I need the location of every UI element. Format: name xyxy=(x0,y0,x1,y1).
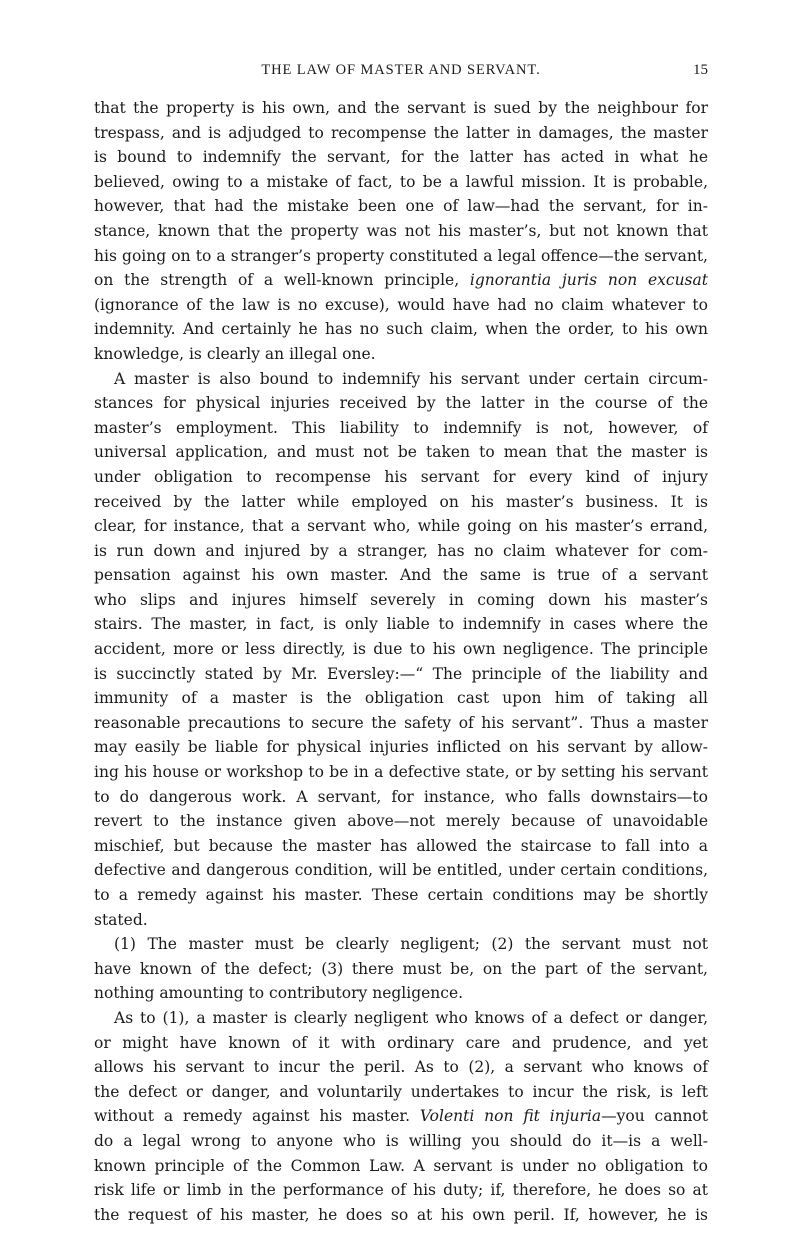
text-segment: known principle of the Common Law. A servant is under no obligation to xyxy=(94,1156,708,1175)
text-segment: defective and dangerous condition, will be entitled, under certain conditions, xyxy=(94,861,708,880)
text-line xyxy=(94,686,708,711)
text-line xyxy=(94,612,708,637)
italic-phrase: ignorantia juris non excusat xyxy=(469,271,708,290)
text-line xyxy=(94,1129,708,1154)
text-segment: is succinctly stated by Mr. Eversley:—“ The principle of the liability and xyxy=(94,664,708,683)
text-segment: the request of his master, he does so at his own peril. If, however, he is xyxy=(94,1205,708,1224)
italic-phrase: Volenti non fit injuria xyxy=(419,1107,602,1126)
text-segment: who slips and injures himself severely in coming down his master’s xyxy=(94,590,708,609)
text-segment: indemnity. And certainly he has no such claim, when the order, to his own xyxy=(94,320,708,339)
text-line xyxy=(94,145,708,170)
text-line xyxy=(94,440,708,465)
text-line xyxy=(94,121,708,146)
text-segment: or might have known of it with ordinary care and prudence, and yet xyxy=(94,1033,708,1052)
text-segment: ing his house or workshop to be in a defective state, or by setting his servant xyxy=(94,763,708,782)
text-segment: believed, owing to a mistake of fact, to be a lawful mission. It is probable, xyxy=(94,172,708,191)
text-segment: stated. xyxy=(94,910,148,929)
text-line xyxy=(94,908,708,933)
text-segment: nothing amounting to contributory negligence. xyxy=(94,984,464,1003)
text-line xyxy=(94,760,708,785)
text-segment: his going on to a stranger’s property constituted a legal offence—the servant, xyxy=(94,246,708,265)
text-segment: mischief, but because the master has allowed the staircase to fall into a xyxy=(94,836,708,855)
text-line xyxy=(94,563,708,588)
text-line xyxy=(94,809,708,834)
text-segment: (1) The master must be clearly negligent; (2) the servant must not xyxy=(114,935,708,954)
text-segment: —you cannot xyxy=(601,1107,708,1126)
text-line xyxy=(94,514,708,539)
text-line xyxy=(94,588,708,613)
text-line xyxy=(94,735,708,760)
text-line xyxy=(94,1031,708,1056)
text-line xyxy=(94,711,708,736)
text-line xyxy=(94,1178,708,1203)
text-segment: have known of the defect; (3) there must be, on the part of the servant, xyxy=(94,959,708,978)
text-segment: (ignorance of the law is no excuse), would have had no claim whatever to xyxy=(94,295,708,314)
text-segment: under obligation to recompense his servant for every kind of injury xyxy=(94,467,708,486)
text-line xyxy=(94,932,708,957)
text-line xyxy=(94,785,708,810)
text-segment: is run down and injured by a stranger, has no claim whatever for com- xyxy=(94,541,708,560)
text-line xyxy=(94,1006,708,1031)
text-segment: to a remedy against his master. These certain conditions may be shortly xyxy=(94,886,708,904)
text-line xyxy=(94,244,708,269)
text-segment: may easily be liable for physical injuries inflicted on his servant by allow- xyxy=(94,738,708,757)
text-line xyxy=(94,317,708,342)
text-line xyxy=(94,96,708,121)
text-line xyxy=(94,293,708,318)
text-segment: immunity of a master is the obligation cast upon him of taking all xyxy=(94,689,708,708)
body-text xyxy=(94,96,708,1227)
text-line xyxy=(94,490,708,515)
text-segment: accident, more or less directly, is due to his own negligence. The principle xyxy=(94,640,708,659)
text-segment: revert to the instance given above—not merely because of unavoidable xyxy=(94,812,708,831)
text-segment: is bound to indemnify the servant, for the latter has acted in what he xyxy=(94,148,708,167)
text-line xyxy=(94,342,708,367)
text-line xyxy=(94,1154,708,1179)
text-line xyxy=(94,834,708,859)
text-line xyxy=(94,1203,708,1228)
text-line xyxy=(94,539,708,564)
text-line xyxy=(94,219,708,244)
text-segment: on the strength of a well-known principle, xyxy=(94,271,470,290)
text-segment: trespass, and is adjudged to recompense the latter in damages, the master xyxy=(94,123,708,142)
text-segment: universal application, and must not be taken to mean that the master is xyxy=(94,443,708,462)
text-line xyxy=(94,1080,708,1105)
text-segment: pensation against his own master. And the same is true of a servant xyxy=(94,566,708,585)
text-segment: that the property is his own, and the servant is sued by the neighbour for xyxy=(94,99,708,117)
text-line xyxy=(94,367,708,392)
text-line xyxy=(94,957,708,982)
text-line xyxy=(94,465,708,490)
text-line xyxy=(94,170,708,195)
text-line xyxy=(94,268,708,293)
text-segment: stance, known that the property was not his master’s, but not known that xyxy=(94,221,708,240)
text-line xyxy=(94,637,708,662)
running-head xyxy=(94,62,708,84)
text-segment: do a legal wrong to anyone who is willing you should do it—is a well- xyxy=(94,1131,708,1150)
text-line xyxy=(94,416,708,441)
text-line xyxy=(94,662,708,687)
text-line xyxy=(94,391,708,416)
text-segment: stairs. The master, in fact, is only liable to indemnify in cases where the xyxy=(94,615,708,634)
text-line xyxy=(94,858,708,883)
text-segment: A master is also bound to indemnify his servant under certain circum- xyxy=(114,369,708,388)
text-segment: As to (1), a master is clearly negligent who knows of a defect or danger, xyxy=(114,1008,708,1027)
text-segment: allows his servant to incur the peril. As to (2), a servant who knows of xyxy=(94,1058,708,1077)
text-line xyxy=(94,194,708,219)
text-segment: to do dangerous work. A servant, for instance, who falls downstairs—to xyxy=(94,787,708,806)
text-segment: stances for physical injuries received by the latter in the course of the xyxy=(94,394,708,413)
text-segment: risk life or limb in the performance of his duty; if, therefore, he does so at xyxy=(94,1181,708,1200)
text-segment: clear, for instance, that a servant who, while going on his master’s errand, xyxy=(94,517,708,536)
text-line xyxy=(94,981,708,1006)
text-segment: master’s employment. This liability to indemnify is not, however, of xyxy=(94,418,708,437)
text-segment: without a remedy against his master. xyxy=(94,1107,420,1126)
running-title: THE LAW OF MASTER AND SERVANT. xyxy=(261,62,541,78)
text-segment: reasonable precautions to secure the safety of his servant”. Thus a master xyxy=(94,713,708,732)
text-line xyxy=(94,1055,708,1080)
text-segment: received by the latter while employed on his master’s business. It is xyxy=(94,492,708,511)
text-line xyxy=(94,1104,708,1129)
page-number: 15 xyxy=(693,62,708,78)
text-segment: knowledge, is clearly an illegal one. xyxy=(94,344,376,363)
text-line xyxy=(94,883,708,908)
text-segment: however, that had the mistake been one of law—had the servant, for in- xyxy=(94,197,708,216)
text-segment: the defect or danger, and voluntarily undertakes to incur the risk, is left xyxy=(94,1082,708,1101)
